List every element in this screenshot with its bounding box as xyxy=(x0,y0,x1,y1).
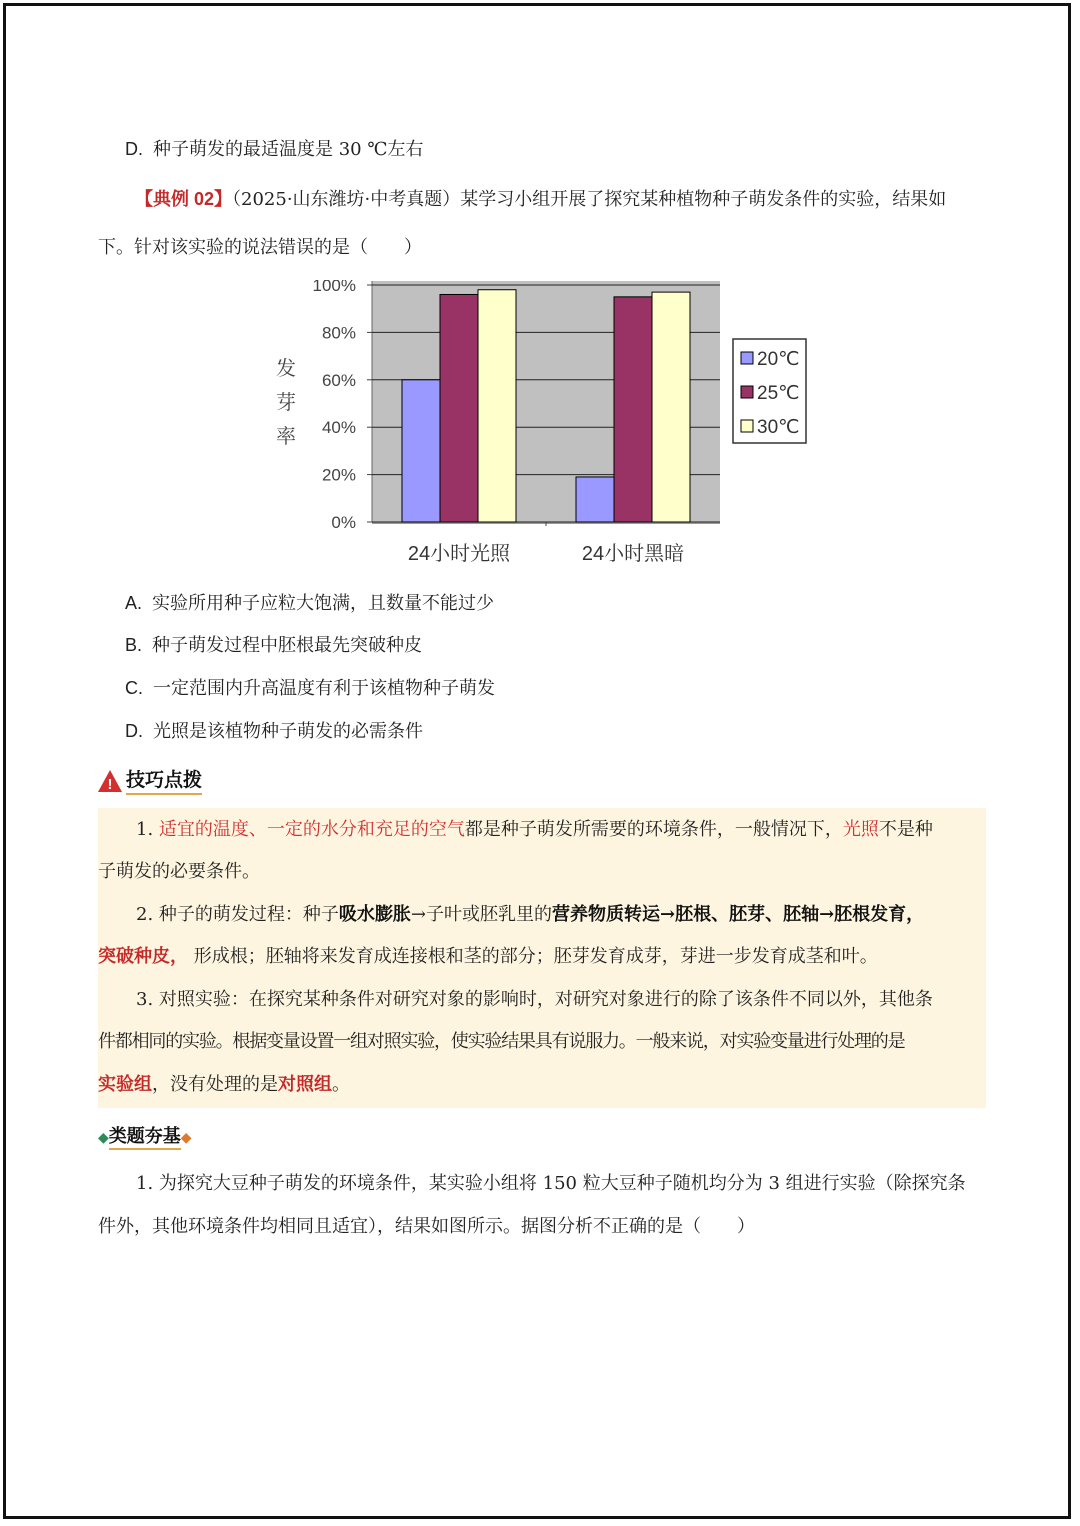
tip-text: →子叶或胚乳里的 xyxy=(410,904,553,925)
tip-2-line-2 xyxy=(98,945,878,969)
practice-q1-line-2 xyxy=(98,1215,755,1239)
example-stem-text: 某学习小组开展了探究某种植物种子萌发条件的实验，结果如 xyxy=(460,189,947,210)
x-tick-label: 24小时黑暗 xyxy=(581,543,685,565)
germination-rate-chart xyxy=(262,280,822,570)
warning-icon xyxy=(97,769,123,793)
practice-heading: 类题夯基 xyxy=(109,1124,181,1150)
tip-highlight: 光照 xyxy=(842,819,879,840)
tip-number: 2. xyxy=(136,904,154,925)
warning-mark: ! xyxy=(107,776,113,793)
y-axis-label-char: 率 xyxy=(276,426,296,448)
y-axis-label-char: 芽 xyxy=(276,392,296,414)
x-tick-label: 24小时光照 xyxy=(407,543,511,565)
diamond-right-icon: ◆ xyxy=(180,1130,192,1146)
tip-text: 种子的萌发过程：种子 xyxy=(158,904,339,925)
option-text: 种子萌发过程中胚根最先突破种皮 xyxy=(152,635,423,656)
bar-20℃-24小时黑暗 xyxy=(576,477,614,522)
tip-text: 对照实验：在探究某种条件对研究对象的影响时，对研究对象进行的除了该条件不同以外，其他条 xyxy=(158,989,933,1010)
option-a[interactable] xyxy=(125,591,494,616)
option-text: 实验所用种子应粒大饱满，且数量不能过少 xyxy=(152,593,495,614)
legend-swatch-30℃ xyxy=(741,420,753,432)
tip-text: 都是种子萌发所需要的环境条件，一般情况下， xyxy=(464,819,843,840)
tip-text: 。 xyxy=(332,1074,350,1095)
option-label: B. xyxy=(125,635,143,655)
example-stem-text: 下。针对该实验的说法错误的是（ ） xyxy=(98,237,422,258)
bar-25℃-24小时光照 xyxy=(440,294,478,522)
option-text: 一定范围内升高温度有利于该植物种子萌发 xyxy=(153,678,495,699)
practice-heading-row xyxy=(98,1124,192,1150)
y-tick-label: 100% xyxy=(312,280,356,295)
option-c[interactable] xyxy=(125,676,495,701)
tip-text: 形成根；胚轴将来发育成连接根和茎的部分；胚芽发育成芽，芽进一步发育成茎和叶。 xyxy=(193,946,878,967)
tip-bold: 营养物质转运→胚根、胚芽、胚轴→胚根发育， xyxy=(552,904,925,925)
example-tag: 【典例 02】 xyxy=(135,189,233,209)
page-border xyxy=(3,3,1071,1519)
legend-label: 20℃ xyxy=(757,349,800,370)
example-stem-line-1 xyxy=(135,187,946,212)
option-label: D. xyxy=(125,721,143,741)
y-tick-label: 60% xyxy=(321,370,356,390)
bar-25℃-24小时黑暗 xyxy=(614,297,652,522)
legend-label: 25℃ xyxy=(757,383,800,404)
tip-bold: 吸水膨胀 xyxy=(338,904,411,925)
option-text: 光照是该植物种子萌发的必需条件 xyxy=(153,721,423,742)
tip-highlight: 突破种皮， xyxy=(98,946,188,967)
tip-3-line-1 xyxy=(136,988,933,1012)
tip-1-line-2 xyxy=(98,860,260,884)
example-stem-line-2 xyxy=(98,236,422,260)
option-text: 种子萌发的最适温度是 30 ℃左右 xyxy=(153,139,424,160)
diamond-left-icon: ◆ xyxy=(98,1130,109,1146)
y-tick-label: 20% xyxy=(321,465,356,485)
bar-20℃-24小时光照 xyxy=(402,380,440,522)
tip-text: ，没有处理的是 xyxy=(152,1074,278,1095)
question-text: 为探究大豆种子萌发的环境条件，某实验小组将 150 粒大豆种子随机均分为 3 组进行实验（除探究条 xyxy=(158,1173,966,1194)
option-label: D. xyxy=(125,139,143,159)
practice-q1-line-1 xyxy=(136,1172,966,1196)
tip-3-line-3 xyxy=(98,1073,350,1097)
tips-heading: 技巧点拨 xyxy=(126,769,202,795)
option-label: A. xyxy=(125,593,143,613)
question-text: 件外，其他环境条件均相同且适宜），结果如图所示。据图分析不正确的是（ ） xyxy=(98,1216,755,1237)
y-tick-label: 40% xyxy=(321,418,356,438)
option-b[interactable] xyxy=(125,633,422,658)
bar-30℃-24小时光照 xyxy=(478,290,516,522)
tip-highlight: 实验组 xyxy=(98,1074,152,1095)
tip-3-line-2 xyxy=(98,1030,904,1054)
legend-swatch-25℃ xyxy=(741,386,753,398)
option-d[interactable] xyxy=(125,719,423,744)
previous-option-d xyxy=(125,137,423,162)
bar-30℃-24小时黑暗 xyxy=(652,292,690,522)
tip-number: 1. xyxy=(136,819,154,840)
tip-highlight: 对照组 xyxy=(278,1074,332,1095)
tip-number: 3. xyxy=(136,989,154,1010)
y-axis-label-char: 发 xyxy=(276,358,296,380)
y-tick-label: 80% xyxy=(321,323,356,343)
legend-label: 30℃ xyxy=(757,417,800,438)
tip-text: 子萌发的必要条件。 xyxy=(98,861,260,882)
option-label: C. xyxy=(125,678,143,698)
tip-text: 不是种 xyxy=(878,819,933,840)
question-number: 1. xyxy=(136,1173,154,1194)
example-source: （2025·山东潍坊·中考真题） xyxy=(232,189,461,210)
tip-1-line-1 xyxy=(136,818,933,842)
tip-highlight: 适宜的温度、一定的水分和充足的空气 xyxy=(158,819,465,840)
y-tick-label: 0% xyxy=(331,513,356,532)
legend-swatch-20℃ xyxy=(741,352,753,364)
tip-text: 件都相同的实验。根据变量设置一组对照实验，使实验结果具有说服力。一般来说，对实验变量进行处理的是 xyxy=(98,1031,905,1052)
tip-2-line-1 xyxy=(136,903,924,927)
